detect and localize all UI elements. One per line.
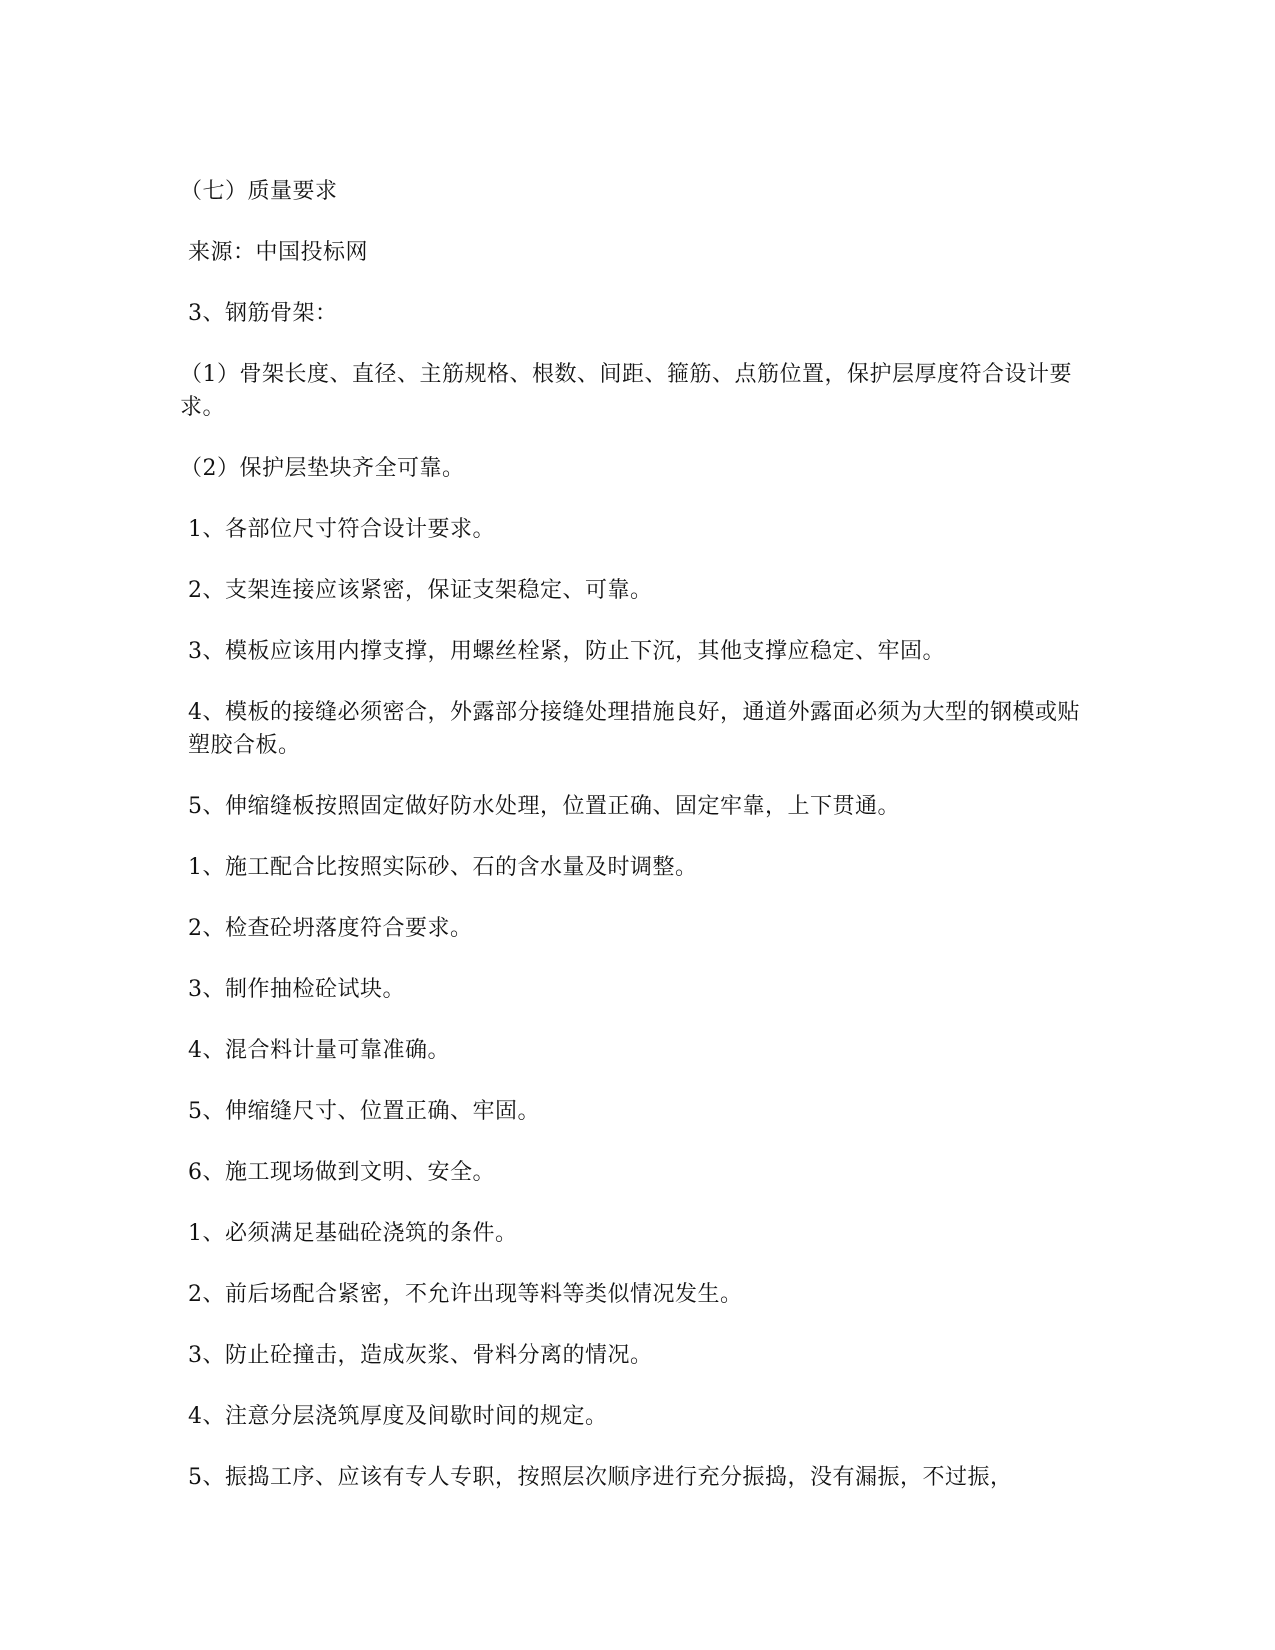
paragraph: 4、模板的接缝必须密合，外露部分接缝处理措施良好，通道外露面必须为大型的钢模或贴塑胶合板。 — [188, 700, 1081, 758]
paragraph: 1、各部位尺寸符合设计要求。 — [188, 517, 495, 542]
source-line: 来源：中国投标网 — [188, 240, 369, 265]
section-heading: （七）质量要求 — [180, 179, 338, 204]
paragraph: （2）保护层垫块齐全可靠。 — [180, 456, 465, 481]
paragraph: 6、施工现场做到文明、安全。 — [188, 1160, 495, 1185]
paragraph: 2、支架连接应该紧密，保证支架稳定、可靠。 — [188, 578, 653, 603]
paragraph: （1）骨架长度、直径、主筋规格、根数、间距、箍筋、点筋位置，保护层厚度符合设计要求。 — [180, 362, 1073, 420]
paragraph: 4、注意分层浇筑厚度及间歇时间的规定。 — [188, 1404, 608, 1429]
paragraph: 2、前后场配合紧密，不允许出现等料等类似情况发生。 — [188, 1282, 743, 1307]
paragraph: 3、防止砼撞击，造成灰浆、骨料分离的情况。 — [188, 1343, 653, 1368]
paragraph: 5、伸缩缝尺寸、位置正确、牢固。 — [188, 1099, 540, 1124]
paragraph: 3、模板应该用内撑支撑，用螺丝栓紧，防止下沉，其他支撑应稳定、牢固。 — [188, 639, 945, 664]
paragraph: 5、伸缩缝板按照固定做好防水处理，位置正确、固定牢靠，上下贯通。 — [188, 794, 900, 819]
paragraph: 1、必须满足基础砼浇筑的条件。 — [188, 1221, 518, 1246]
paragraph: 4、混合料计量可靠准确。 — [188, 1038, 450, 1063]
paragraph: 3、制作抽检砼试块。 — [188, 977, 405, 1002]
paragraph: 5、振捣工序、应该有专人专职，按照层次顺序进行充分振捣，没有漏振，不过振， — [188, 1465, 1013, 1490]
document-body — [180, 175, 1088, 1522]
subsection-heading: 3、钢筋骨架： — [188, 301, 338, 326]
paragraph: 2、检查砼坍落度符合要求。 — [188, 916, 473, 941]
paragraph: 1、施工配合比按照实际砂、石的含水量及时调整。 — [188, 855, 698, 880]
